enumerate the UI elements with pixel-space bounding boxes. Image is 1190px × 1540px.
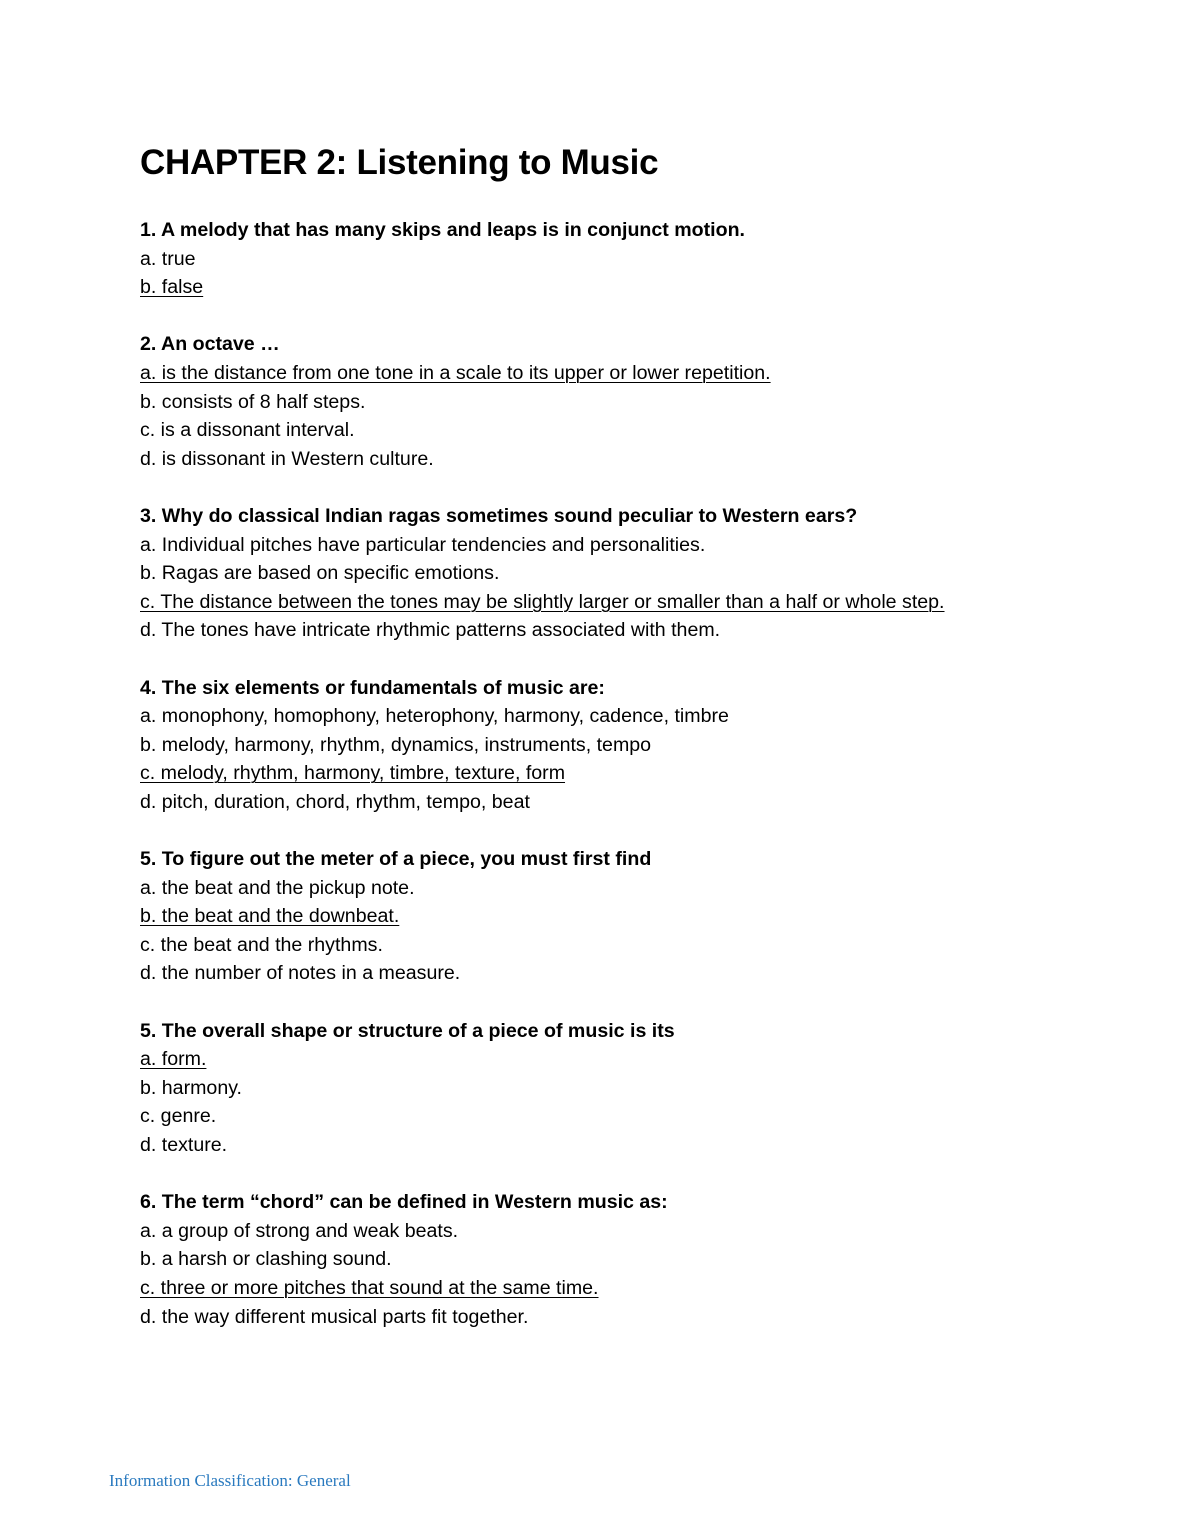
question-block: [140, 330, 1100, 473]
question-list: [140, 216, 1100, 1360]
answer-option: d. pitch, duration, chord, rhythm, tempo, beat: [140, 790, 530, 813]
question-text: 5. To figure out the meter of a piece, you must first find: [140, 848, 652, 871]
answer-option-correct: c. The distance between the tones may be slightly larger or smaller than a half or whole step.: [140, 590, 945, 613]
question-block: [140, 845, 1100, 988]
question-text: 2. An octave …: [140, 333, 280, 356]
answer-option-correct: c. melody, rhythm, harmony, timbre, texture, form: [140, 762, 566, 785]
answer-option-correct: b. the beat and the downbeat.: [140, 905, 400, 928]
answer-option-correct: b. false: [140, 276, 204, 299]
answer-option: a. Individual pitches have particular tendencies and personalities.: [140, 533, 706, 556]
classification-footer: Information Classification: General: [109, 1471, 351, 1490]
answer-option: c. the beat and the rhythms.: [140, 933, 383, 956]
answer-option: c. is a dissonant interval.: [140, 419, 355, 442]
answer-option: d. texture.: [140, 1134, 228, 1156]
question-block: [140, 502, 1100, 645]
answer-option-correct: a. is the distance from one tone in a scale to its upper or lower repetition.: [140, 361, 771, 384]
answer-option: d. the number of notes in a measure.: [140, 962, 461, 985]
answer-option: b. a harsh or clashing sound.: [140, 1248, 392, 1271]
answer-option-correct: a. form.: [140, 1048, 207, 1071]
question-text: 4. The six elements or fundamentals of music are:: [140, 676, 605, 699]
question-block: [140, 1188, 1100, 1331]
answer-option: d. is dissonant in Western culture.: [140, 447, 434, 470]
question-block: [140, 1017, 1100, 1160]
answer-option: b. harmony.: [140, 1076, 243, 1099]
question-text: 3. Why do classical Indian ragas sometimes sound peculiar to Western ears?: [140, 504, 858, 527]
answer-option: c. genre.: [140, 1105, 217, 1128]
question-text: 5. The overall shape or structure of a piece of music is its: [140, 1019, 675, 1042]
answer-option: d. the way different musical parts fit together.: [140, 1305, 529, 1328]
answer-option: b. melody, harmony, rhythm, dynamics, instruments, tempo: [140, 733, 652, 756]
question-text: 6. The term “chord” can be defined in Western music as:: [140, 1191, 668, 1214]
question-block: [140, 674, 1100, 817]
answer-option: a. a group of strong and weak beats.: [140, 1219, 459, 1242]
answer-option: a. the beat and the pickup note.: [140, 876, 415, 899]
answer-option: a. monophony, homophony, heterophony, harmony, cadence, timbre: [140, 705, 729, 728]
answer-option: d. The tones have intricate rhythmic patterns associated with them.: [140, 619, 721, 642]
answer-option: b. Ragas are based on specific emotions.: [140, 562, 500, 585]
answer-option: a. true: [140, 247, 196, 270]
answer-option: b. consists of 8 half steps.: [140, 390, 366, 413]
answer-option-correct: c. three or more pitches that sound at the same time.: [140, 1276, 599, 1299]
question-text: 1. A melody that has many skips and leaps is in conjunct motion.: [140, 219, 745, 241]
question-block: [140, 216, 1100, 302]
page-title: CHAPTER 2: Listening to Music: [140, 143, 659, 182]
